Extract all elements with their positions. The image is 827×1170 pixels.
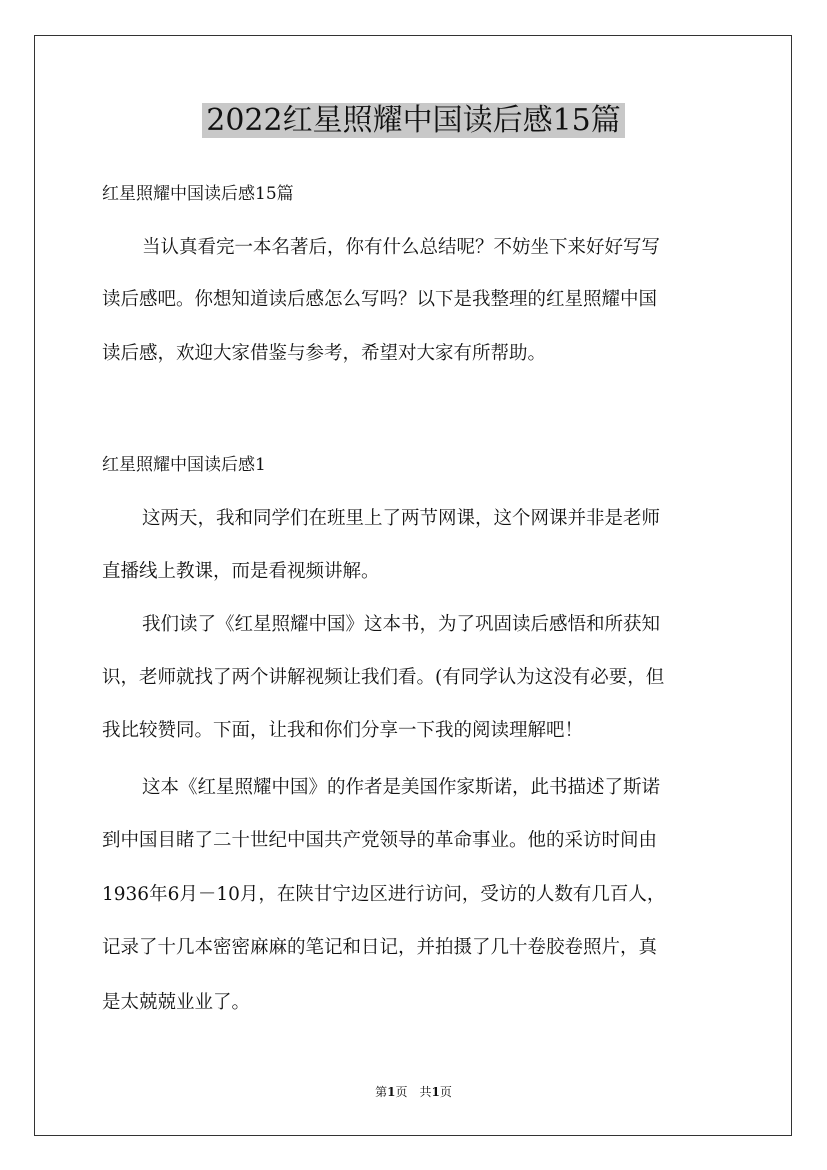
footer-middle: 页 共: [395, 1085, 432, 1099]
total-pages-number: 1: [431, 1085, 440, 1099]
footer-prefix: 第: [375, 1085, 388, 1099]
current-page-number: 1: [387, 1085, 396, 1099]
intro-line: 读后感吧。你想知道读后感怎么写吗？以下是我整理的红星照耀中国: [102, 289, 658, 310]
document-title: [0, 101, 827, 141]
paragraph-line: 这两天，我和同学们在班里上了两节网课，这个网课并非是老师: [142, 508, 661, 529]
paragraph-line: 1936年6月－10月，在陕甘宁边区进行访问，受访的人数有几百人，: [102, 884, 666, 905]
document-title-text: 2022红星照耀中国读后感15篇: [202, 103, 625, 138]
paragraph-line: 记录了十几本密密麻麻的笔记和日记，并拍摄了几十卷胶卷照片，真: [102, 937, 658, 958]
section-heading-1: 红星照耀中国读后感1: [102, 455, 266, 475]
paragraph-line: 是太兢兢业业了。: [102, 992, 251, 1013]
document-subtitle: 红星照耀中国读后感15篇: [102, 184, 294, 204]
paragraph-line: 直播线上教课，而是看视频讲解。: [102, 561, 380, 582]
intro-line: 当认真看完一本名著后，你有什么总结呢？不妨坐下来好好写写: [142, 237, 661, 258]
paragraph-line: 我比较赞同。下面，让我和你们分享一下我的阅读理解吧！: [102, 720, 584, 741]
paragraph-line: 我们读了《红星照耀中国》这本书，为了巩固读后感悟和所获知: [142, 614, 661, 635]
intro-line: 读后感，欢迎大家借鉴与参考，希望对大家有所帮助。: [102, 343, 547, 364]
footer-suffix: 页: [439, 1085, 452, 1099]
paragraph-line: 到中国目睹了二十世纪中国共产党领导的革命事业。他的采访时间由: [102, 830, 658, 851]
paragraph-line: 这本《红星照耀中国》的作者是美国作家斯诺，此书描述了斯诺: [142, 777, 661, 798]
page-footer: [0, 1084, 827, 1100]
paragraph-line: 识，老师就找了两个讲解视频让我们看。(有同学认为这没有必要，但: [102, 667, 665, 688]
